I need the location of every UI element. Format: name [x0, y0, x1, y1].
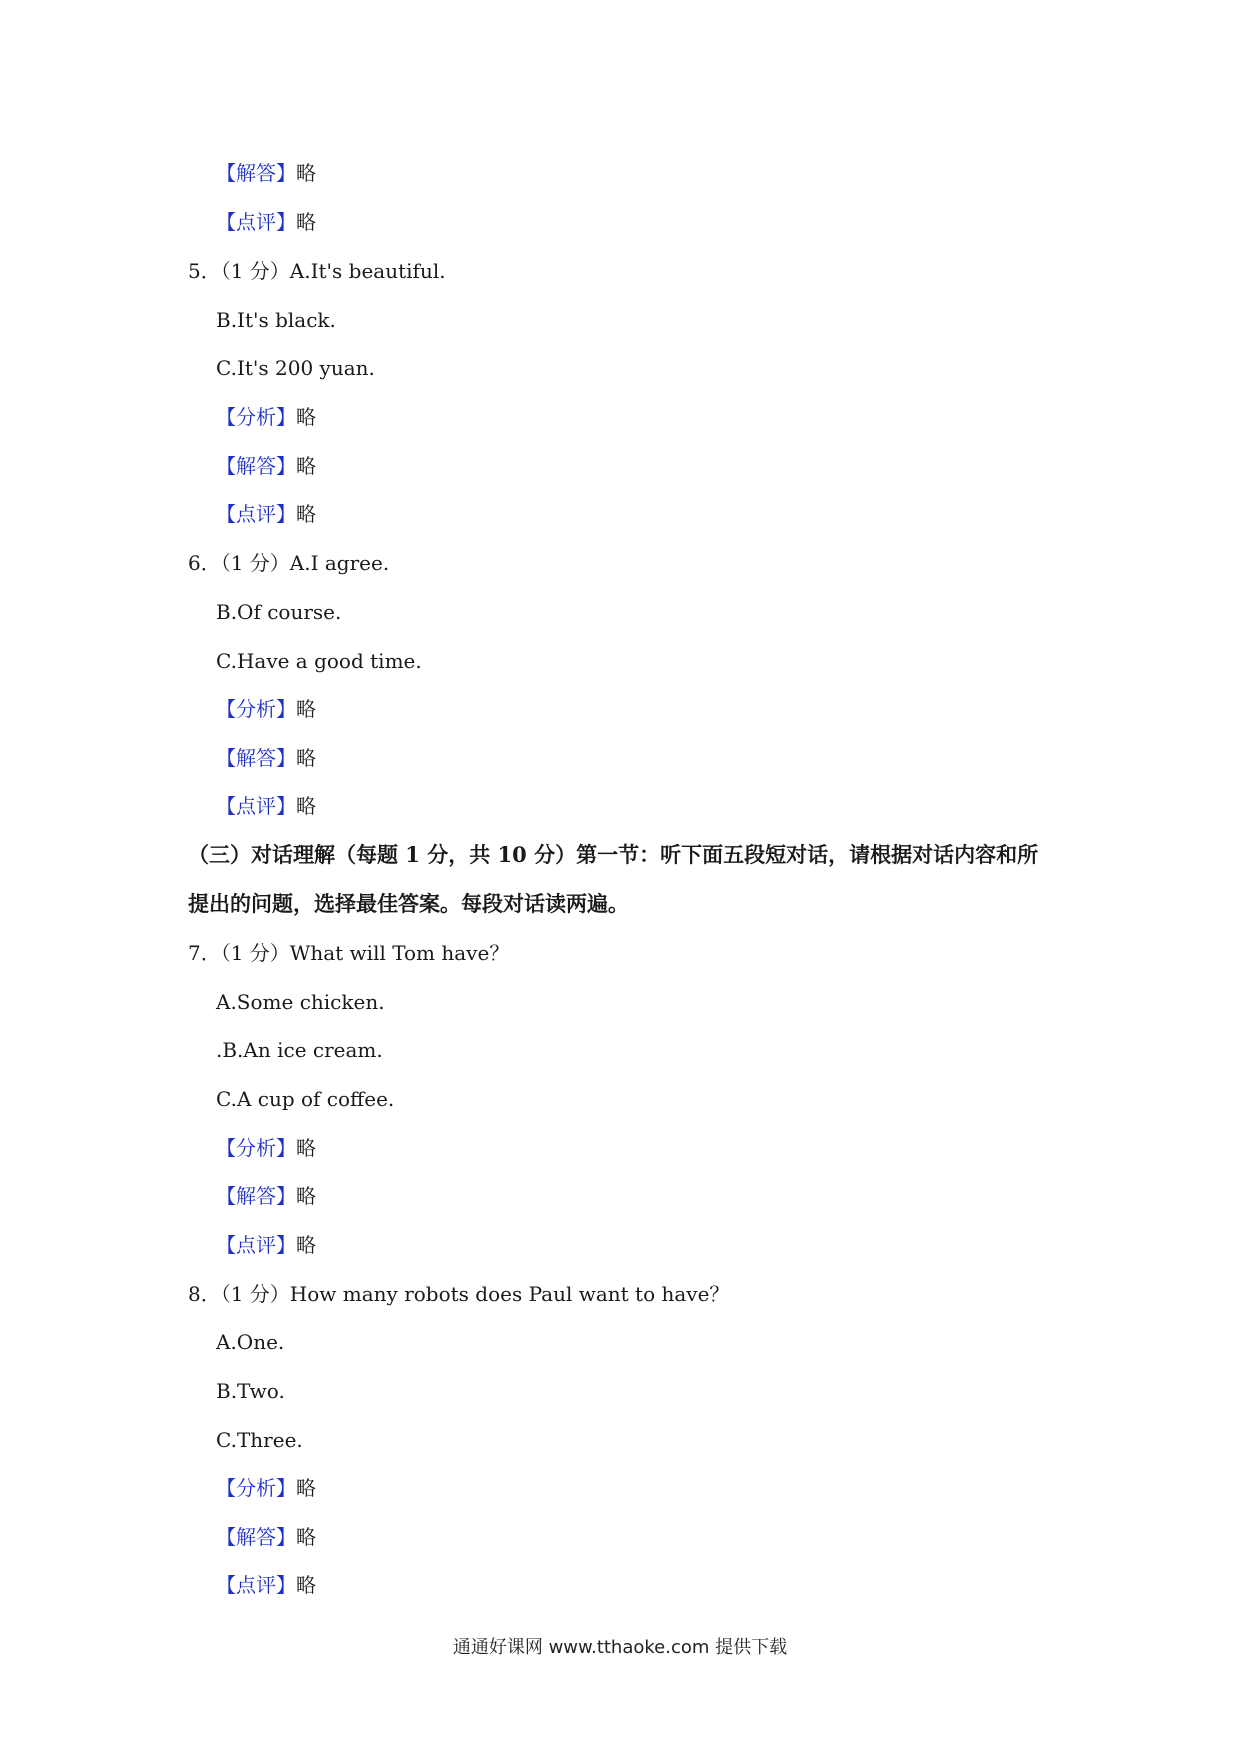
q7-analysis-line — [216, 1134, 316, 1162]
q5-option-b: B.It's black. — [216, 308, 336, 332]
q8-comment-line — [216, 1571, 316, 1599]
q6-option-c: C.Have a good time. — [216, 649, 422, 673]
top-comment-line — [216, 208, 316, 236]
comment-text: 略 — [296, 1233, 316, 1257]
comment-label: 【点评】 — [216, 1573, 296, 1597]
comment-text: 略 — [296, 210, 316, 234]
section-heading-line2: 提出的问题，选择最佳答案。每段对话读两遍。 — [188, 891, 629, 916]
q8-option-b: B.Two. — [216, 1379, 285, 1403]
answer-text: 略 — [296, 161, 316, 185]
q5-comment-line — [216, 500, 316, 528]
answer-label: 【解答】 — [216, 454, 296, 478]
q5-answer-line — [216, 452, 316, 480]
analysis-label: 【分析】 — [216, 697, 296, 721]
comment-text: 略 — [296, 502, 316, 526]
top-answer-line — [216, 159, 316, 187]
q7-head: 7．（1 分）What will Tom have？ — [188, 941, 510, 965]
answer-text: 略 — [296, 1184, 316, 1208]
answer-label: 【解答】 — [216, 1525, 296, 1549]
comment-text: 略 — [296, 794, 316, 818]
q6-answer-line — [216, 744, 316, 772]
q6-analysis-line — [216, 695, 316, 723]
analysis-text: 略 — [296, 697, 316, 721]
answer-label: 【解答】 — [216, 161, 296, 185]
q8-option-a: A.One. — [216, 1330, 285, 1354]
q7-comment-line — [216, 1231, 316, 1259]
analysis-text: 略 — [296, 405, 316, 429]
q8-option-c: C.Three. — [216, 1428, 303, 1452]
analysis-label: 【分析】 — [216, 1476, 296, 1500]
answer-text: 略 — [296, 454, 316, 478]
q6-comment-line — [216, 792, 316, 820]
q8-analysis-line — [216, 1474, 316, 1502]
q7-option-a: A.Some chicken. — [216, 990, 385, 1014]
q6-head: 6．（1 分）A.I agree. — [188, 551, 390, 575]
q7-answer-line — [216, 1182, 316, 1210]
comment-label: 【点评】 — [216, 794, 296, 818]
analysis-label: 【分析】 — [216, 1136, 296, 1160]
comment-text: 略 — [296, 1573, 316, 1597]
q5-analysis-line — [216, 403, 316, 431]
answer-label: 【解答】 — [216, 1184, 296, 1208]
q7-option-c: C.A cup of coffee. — [216, 1087, 395, 1111]
q5-head: 5．（1 分）A.It's beautiful. — [188, 259, 446, 283]
comment-label: 【点评】 — [216, 502, 296, 526]
q7-option-b: .B.An ice cream. — [216, 1038, 383, 1062]
q6-option-b: B.Of course. — [216, 600, 342, 624]
analysis-text: 略 — [296, 1476, 316, 1500]
page-footer: 通通好课网 www.tthaoke.com 提供下载 — [452, 1637, 788, 1658]
comment-label: 【点评】 — [216, 210, 296, 234]
comment-label: 【点评】 — [216, 1233, 296, 1257]
section-heading-line1: （三）对话理解（每题 1 分，共 10 分）第一节：听下面五段短对话，请根据对话内容和所 — [188, 842, 1039, 867]
answer-text: 略 — [296, 1525, 316, 1549]
q8-head: 8．（1 分）How many robots does Paul want to have？ — [188, 1282, 730, 1306]
answer-text: 略 — [296, 746, 316, 770]
analysis-text: 略 — [296, 1136, 316, 1160]
analysis-label: 【分析】 — [216, 405, 296, 429]
q5-option-c: C.It's 200 yuan. — [216, 356, 375, 380]
answer-label: 【解答】 — [216, 746, 296, 770]
q8-answer-line — [216, 1523, 316, 1551]
